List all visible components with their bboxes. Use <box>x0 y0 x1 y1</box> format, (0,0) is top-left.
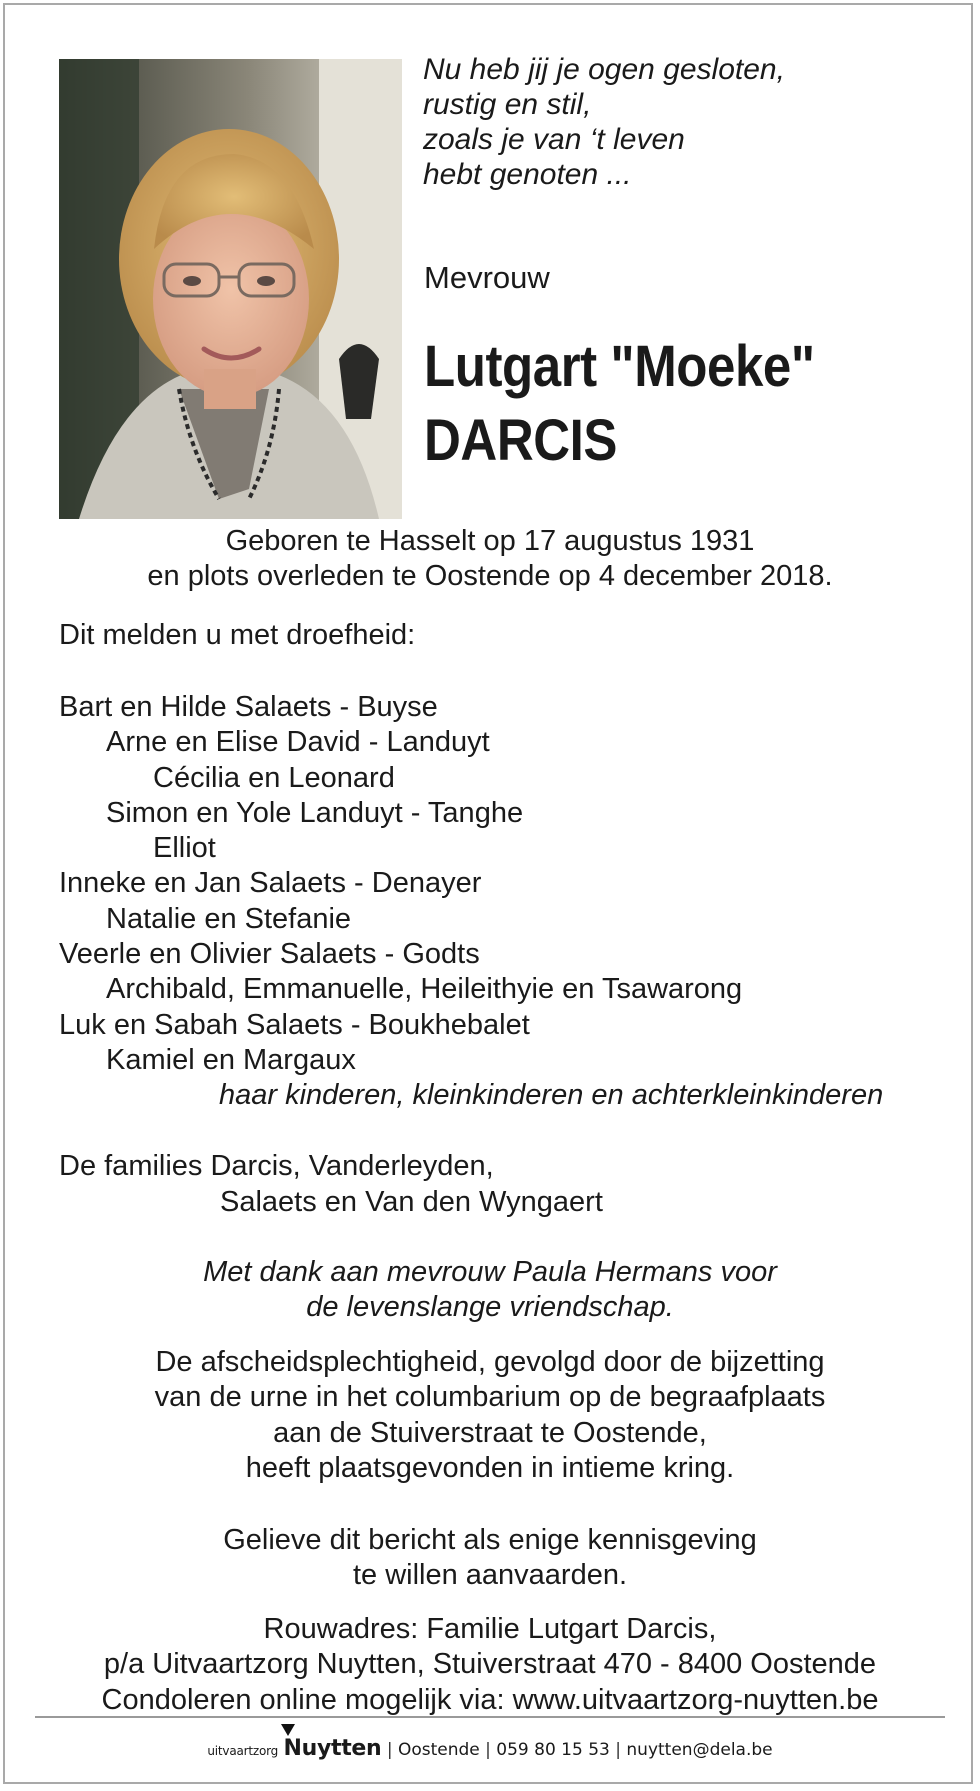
notice-line: te willen aanvaarden. <box>352 1559 628 1592</box>
separator: | <box>485 1740 491 1760</box>
mourning-address <box>0 1612 980 1718</box>
ceremony-line: De afscheidsplechtigheid, gevolgd door de bijzetting <box>155 1346 825 1378</box>
thanks-line: Met dank aan mevrouw Paula Hermans voor <box>203 1256 777 1288</box>
address-line: Rouwadres: Familie Lutgart Darcis, <box>263 1613 717 1645</box>
announcement: Dit melden u met droefheid: <box>59 619 416 651</box>
ceremony-info <box>0 1345 980 1486</box>
thanks-line: de levenslange vriendschap. <box>306 1291 674 1324</box>
footer-email: nuytten@dela.be <box>626 1740 773 1760</box>
poem-line: Nu heb jij je ogen gesloten, <box>423 53 785 86</box>
extended-families <box>59 1149 959 1220</box>
name-surname: DARCIS <box>424 408 618 473</box>
footer-phone: 059 80 15 53 <box>496 1740 610 1760</box>
footer <box>0 1731 980 1769</box>
families-line: Salaets en Van den Wyngaert <box>220 1185 603 1218</box>
poem <box>423 52 943 192</box>
family-member: Inneke en Jan Salaets - Denayer <box>59 867 482 900</box>
families-line: De families Darcis, Vanderleyden, <box>59 1150 494 1182</box>
poem-line: rustig en stil, <box>423 88 592 121</box>
name-first: Lutgart "Moeke" <box>424 334 815 399</box>
family-member: Simon en Yole Landuyt - Tanghe <box>106 796 524 829</box>
family-member: Cécilia en Leonard <box>153 761 395 794</box>
condolence-line: Condoleren online mogelijk via: www.uitvaartzorg-nuytten.be <box>101 1683 879 1716</box>
family-member: Archibald, Emmanuelle, Heileithyie en Tsawarong <box>106 973 743 1006</box>
address-line: p/a Uitvaartzorg Nuytten, Stuiverstraat 470 - 8400 Oostende <box>103 1648 877 1681</box>
birth-death-info <box>0 524 980 594</box>
portrait-photo <box>59 59 402 519</box>
family-closing: haar kinderen, kleinkinderen en achterkleinkinderen <box>219 1079 884 1112</box>
thanks-note <box>0 1255 980 1326</box>
separator: | <box>615 1740 621 1760</box>
brand-name: Nuytten <box>283 1736 382 1761</box>
family-list <box>59 690 959 1114</box>
family-member: Arne en Elise David - Landuyt <box>106 726 490 759</box>
separator: | <box>386 1740 393 1760</box>
footer-divider <box>35 1716 945 1718</box>
family-member: Natalie en Stefanie <box>106 902 352 935</box>
notice <box>0 1523 980 1594</box>
family-member: Luk en Sabah Salaets - Boukhebalet <box>59 1008 530 1041</box>
death-line: en plots overleden te Oostende op 4 december 2018. <box>147 560 833 592</box>
family-member: Kamiel en Margaux <box>106 1043 356 1076</box>
title-prefix: Mevrouw <box>424 260 550 295</box>
brand-small: uitvaartzorg <box>207 1744 279 1758</box>
deceased-name <box>424 330 899 478</box>
poem-line: hebt genoten ... <box>423 158 632 191</box>
ceremony-line: heeft plaatsgevonden in intieme kring. <box>245 1451 735 1484</box>
ceremony-line: aan de Stuiverstraat te Oostende, <box>273 1416 707 1449</box>
family-member: Elliot <box>153 832 216 865</box>
footer-city: Oostende <box>397 1740 480 1760</box>
ceremony-line: van de urne in het columbarium op de begraafplaats <box>154 1381 826 1414</box>
poem-line: zoals je van ‘t leven <box>423 123 685 156</box>
family-member: Bart en Hilde Salaets - Buyse <box>59 691 438 723</box>
birth-line: Geboren te Hasselt op 17 augustus 1931 <box>225 525 755 557</box>
family-member: Veerle en Olivier Salaets - Godts <box>59 938 480 971</box>
notice-line: Gelieve dit bericht als enige kennisgeving <box>223 1524 757 1556</box>
